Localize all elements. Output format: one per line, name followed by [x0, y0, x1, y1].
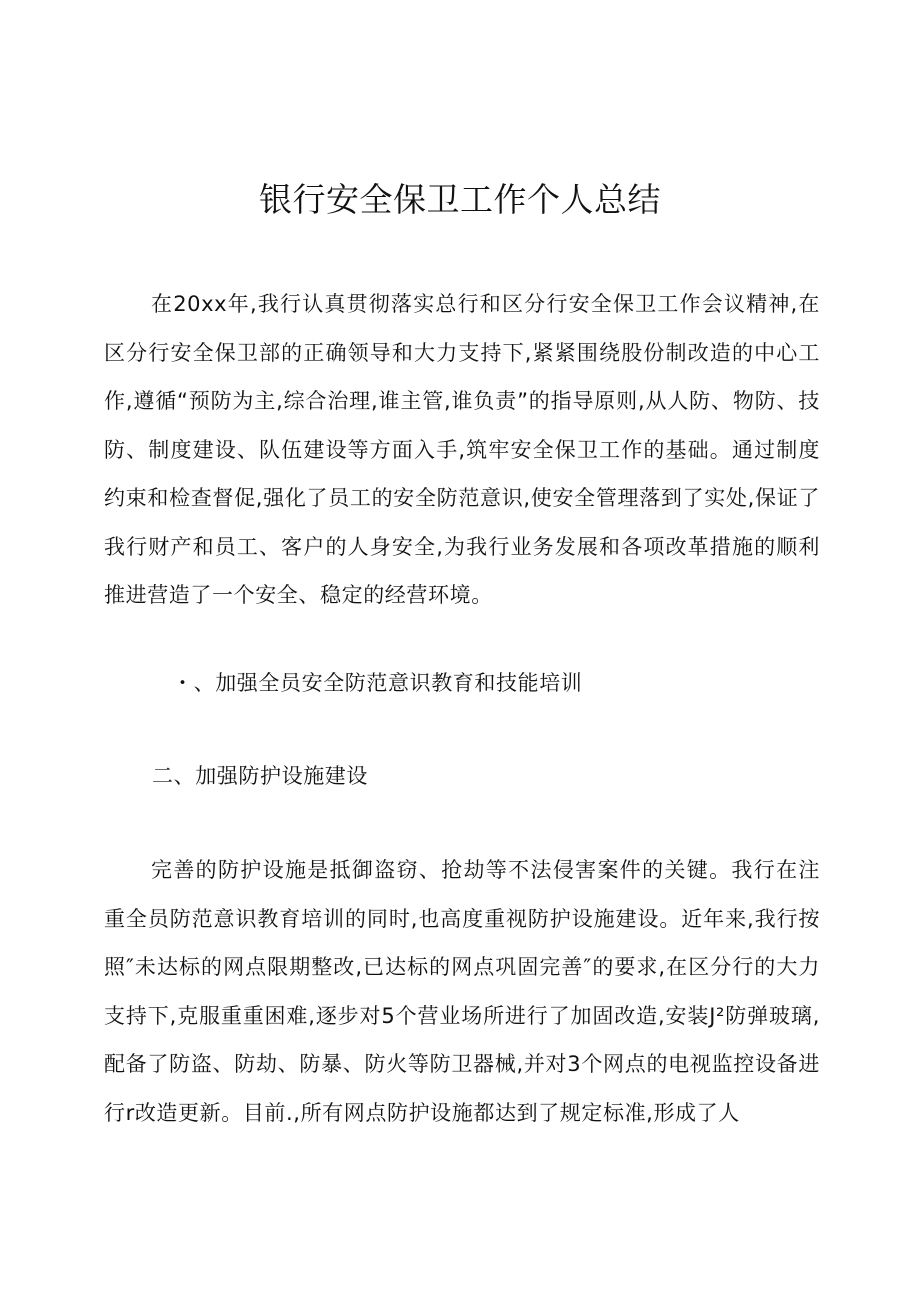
section-heading-1: ・、加强全员安全防范意识教育和技能培训: [172, 671, 583, 695]
intro-paragraph: 在20xx年,我行认真贯彻落实总行和区分行安全保卫工作会议精神,在区分行安全保卫部的正确领导和大力支持下,紧紧围绕股份制改造的中心工作,遵循“预防为主,综合治理,谁主管,谁负责”的指导原则,从人防、物防、技防、制度建设、队伍建设等方面入手,筑牢安全保卫工作的基础。通过制度约束和检查督促,强化了员工的安全防范意识,使安全管理落到了实处,保证了我行财产和员工、客户的人身安全,为我行业务发展和各项改革措施的顺利推进营造了一个安全、稳定的经营环境。: [104, 292, 820, 607]
section-2-paragraph: 完善的防护设施是抵御盗窃、抢劫等不法侵害案件的关键。我行在注重全员防范意识教育培训的同时,也高度重视防护设施建设。近年来,我行按照″未达标的网点限期整改,已达标的网点巩固完善″的要求,在区分行的大力支持下,克服重重困难,逐步对5个营业场所进行了加固改造,安装J²防弹玻璃,配备了防盗、防劫、防暴、防火等防卫器械,并对3个网点的电视监控设备进行r改造更新。目前.,所有网点防护设施都达到了规定标准,形成了人: [104, 858, 820, 1125]
document-title: 银行安全保卫工作个人总结: [259, 180, 661, 219]
section-heading-2: 二、加强防护设施建设: [152, 764, 368, 788]
